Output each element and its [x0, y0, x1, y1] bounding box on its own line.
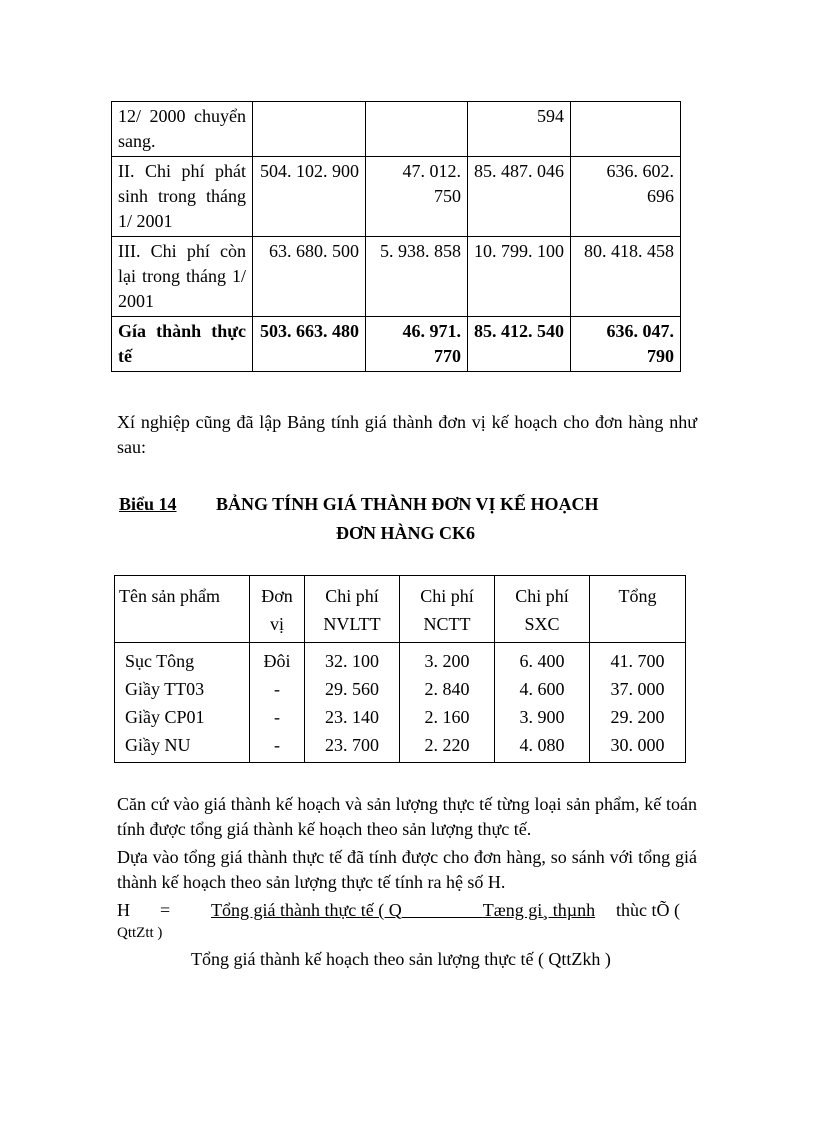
value-cell: 2. 840 — [400, 675, 495, 703]
value-cell: 636. 047. 790 — [571, 317, 681, 372]
value-cell: - — [250, 731, 305, 763]
value-cell — [253, 102, 366, 157]
header-labor-cost: Chi phí NCTT — [400, 576, 495, 643]
table-row — [112, 102, 681, 157]
value-cell: 4. 080 — [495, 731, 590, 763]
value-cell: - — [250, 703, 305, 731]
table-row — [112, 237, 681, 317]
value-cell: 10. 799. 100 — [468, 237, 571, 317]
value-cell — [571, 102, 681, 157]
value-cell: 3. 200 — [400, 643, 495, 676]
value-cell: 2. 220 — [400, 731, 495, 763]
value-cell: 594 — [468, 102, 571, 157]
header-total: Tổng — [590, 576, 686, 643]
row-label-cell: III. Chi phí còn lại trong tháng 1/ 2001 — [112, 237, 253, 317]
value-cell: 37. 000 — [590, 675, 686, 703]
product-name-cell: Giầy TT03 — [115, 675, 250, 703]
value-cell: 30. 000 — [590, 731, 686, 763]
row-label-cell: II. Chi phí phát sinh trong tháng 1/ 2001 — [112, 157, 253, 237]
table-row — [115, 643, 686, 676]
table-header-row — [115, 576, 686, 643]
planned-unit-cost-table — [114, 575, 686, 763]
table-row — [112, 157, 681, 237]
value-cell: Đôi — [250, 643, 305, 676]
paragraph-plan-cost: Căn cứ vào giá thành kế hoạch và sản lượng thực tế từng loại sản phẩm, kế toán tính được tổng giá thành kế hoạch theo sản lượng thực tế. — [117, 794, 697, 839]
header-overhead-cost: Chi phí SXC — [495, 576, 590, 643]
paragraph-coefficient: Dựa vào tổng giá thành thực tế đã tính được cho đơn hàng, so sánh với tổng giá thành kế hoạch theo sản lượng thực tế tính ra hệ số H. — [117, 847, 697, 892]
value-cell: - — [250, 675, 305, 703]
header-material-cost: Chi phí NVLTT — [305, 576, 400, 643]
value-cell: 636. 602. 696 — [571, 157, 681, 237]
product-name-cell: Giầy CP01 — [115, 703, 250, 731]
product-name-cell: Sục Tông — [115, 643, 250, 676]
value-cell: 503. 663. 480 — [253, 317, 366, 372]
value-cell: 23. 140 — [305, 703, 400, 731]
cost-summary-table — [111, 101, 681, 372]
formula-equals: = — [160, 900, 171, 920]
figure-label: Biểu 14 — [119, 494, 177, 514]
value-cell: 85. 487. 046 — [468, 157, 571, 237]
table-title-line2: ĐƠN HÀNG CK6 — [336, 523, 475, 543]
formula-denominator: Tổng giá thành kế hoạch theo sản lượng thực tế ( QttZkh ) — [191, 949, 611, 969]
value-cell: 46. 971. 770 — [366, 317, 468, 372]
value-cell: 41. 700 — [590, 643, 686, 676]
table-row — [115, 731, 686, 763]
product-name-cell: Giầy NU — [115, 731, 250, 763]
value-cell: 63. 680. 500 — [253, 237, 366, 317]
value-cell: 47. 012. 750 — [366, 157, 468, 237]
formula-variable-h: H — [117, 900, 130, 920]
value-cell: 504. 102. 900 — [253, 157, 366, 237]
formula-numerator-end: QttZtt ) — [117, 925, 163, 941]
value-cell: 4. 600 — [495, 675, 590, 703]
header-unit: Đơn vị — [250, 576, 305, 643]
row-label-cell: Gía thành thực tế — [112, 317, 253, 372]
table-row — [115, 675, 686, 703]
row-label-cell: 12/ 2000 chuyển sang. — [112, 102, 253, 157]
value-cell — [366, 102, 468, 157]
intro-paragraph: Xí nghiệp cũng đã lập Bảng tính giá thành đơn vị kế hoạch cho đơn hàng như sau: — [117, 412, 697, 457]
value-cell: 29. 560 — [305, 675, 400, 703]
formula-numerator-tail: thùc tÕ ( — [616, 900, 680, 920]
table-title-line1: BẢNG TÍNH GIÁ THÀNH ĐƠN VỊ KẾ HOẠCH — [216, 494, 599, 514]
value-cell: 5. 938. 858 — [366, 237, 468, 317]
table-row — [115, 703, 686, 731]
value-cell: 85. 412. 540 — [468, 317, 571, 372]
value-cell: 3. 900 — [495, 703, 590, 731]
value-cell: 32. 100 — [305, 643, 400, 676]
value-cell: 29. 200 — [590, 703, 686, 731]
table-row — [112, 317, 681, 372]
header-product-name: Tên sản phẩm — [115, 576, 250, 643]
value-cell: 23. 700 — [305, 731, 400, 763]
value-cell: 6. 400 — [495, 643, 590, 676]
value-cell: 2. 160 — [400, 703, 495, 731]
formula-numerator: Tổng giá thành thực tế ( Q Tæng gi¸ thµnh — [211, 900, 596, 920]
value-cell: 80. 418. 458 — [571, 237, 681, 317]
